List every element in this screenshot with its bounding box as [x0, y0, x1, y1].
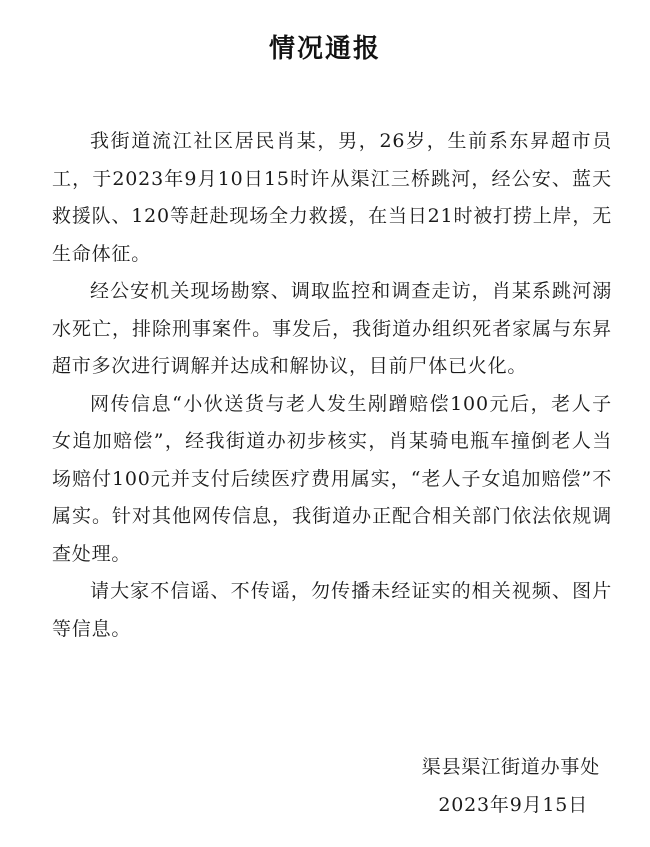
paragraph-investigation: 经公安机关现场勘察、调取监控和调查走访，肖某系跳河溺水死亡，排除刑事案件。事发后，我街道办组织死者家属与东昇超市多次进行调解并达成和解协议，目前尸体已火化。 [52, 280, 612, 377]
paragraph-rumor-verification: 网传信息“小伙送货与老人发生剐蹭赔偿100元后，老人子女追加赔偿”，经我街道办初步核实，肖某骑电瓶车撞倒老人当场赔付100元并支付后续医疗费用属实，“老人子女追加赔偿”不属实。针对其他网传信息，我街道办正配合相关部门依法依规调查处理。 [52, 392, 612, 565]
paragraph-public-appeal: 请大家不信谣、不传谣，勿传播未经证实的相关视频、图片等信息。 [52, 580, 612, 640]
signature-date: 2023年9月15日 [438, 794, 588, 816]
document-body [52, 123, 612, 648]
paragraph-incident: 我街道流江社区居民肖某，男，26岁，生前系东昇超市员工，于2023年9月10日15时许从渠江三桥跳河，经公安、蓝天救援队、120等赶赴现场全力救援，在当日21时被打捞上岸，无生命体征。 [52, 130, 612, 265]
signature-organization: 渠县渠江街道办事处 [421, 756, 600, 778]
document-title: 情况通报 [268, 34, 381, 64]
